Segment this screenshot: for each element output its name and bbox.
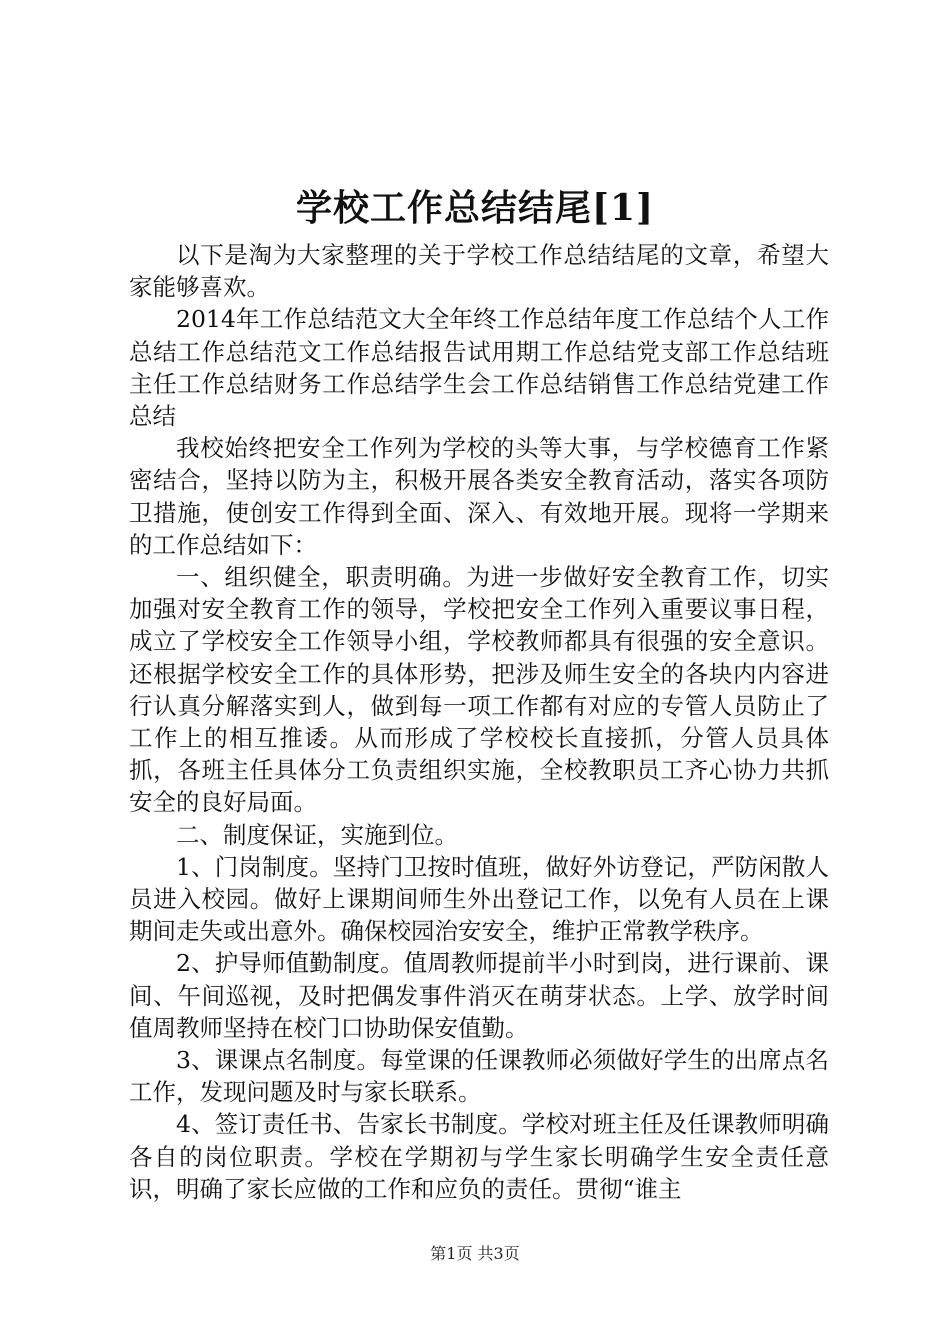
paragraph-intro: 以下是淘为大家整理的关于学校工作总结结尾的文章，希望大家能够喜欢。 [129,241,829,302]
page-footer: 第1页 共3页 [430,1244,520,1263]
paragraph-item-1: 1、门岗制度。坚持门卫按时值班，做好外访登记，严防闲散人员进入校园。做好上课期间师生外出登记工作，以免有人员在上课期间走失或出意外。确保校园治安安全，维护正常教学秩序。 [129,852,829,946]
paragraph-item-4: 4、签订责任书、告家长书制度。学校对班主任及任课教师明确各自的岗位职责。学校在学期初与学生家长明确学生安全责任意识，明确了家长应做的工作和应负的责任。贯彻“谁主 [129,1110,829,1203]
paragraph-section-1: 一、组织健全，职责明确。为进一步做好安全教育工作，切实加强对安全教育工作的领导，学校把安全工作列入重要议事日程，成立了学校安全工作领导小组，学校教师都具有很强的安全意识。还根据学校安全工作的具体形势，把涉及师生安全的各块内内容进行认真分解落实到人，做到每一项工作都有对应的专管人员防止了工作上的相互推诿。从而形成了学校校长直接抓，分管人员具体抓，各班主任具体分工负责组织实施，全校教职员工齐心协力共抓安全的良好局面。 [129,563,829,817]
paragraph-section-2-heading: 二、制度保证，实施到位。 [176,820,458,849]
paragraph-keywords: 2014年工作总结范文大全年终工作总结年度工作总结个人工作总结工作总结范文工作总结报告试用期工作总结党支部工作总结班主任工作总结财务工作总结学生会工作总结销售工作总结党建工作总结 [129,305,829,431]
document-body [129,239,829,1205]
paragraph-overview: 我校始终把安全工作列为学校的头等大事，与学校德育工作紧密结合，坚持以防为主，积极开展各类安全教育活动，落实各项防卫措施，使创安工作得到全面、深入、有效地开展。现将一学期来的工作总结如下： [129,434,829,559]
document-title: 学校工作总结结尾[1] [295,187,655,229]
paragraph-item-2: 2、护导师值勤制度。值周教师提前半小时到岗，进行课前、课间、午间巡视，及时把偶发事件消灭在萌芽状态。上学、放学时间值周教师坚持在校门口协助保安值勤。 [129,949,829,1042]
paragraph-item-3: 3、课课点名制度。每堂课的任课教师必须做好学生的出席点名工作，发现问题及时与家长联系。 [129,1046,829,1107]
